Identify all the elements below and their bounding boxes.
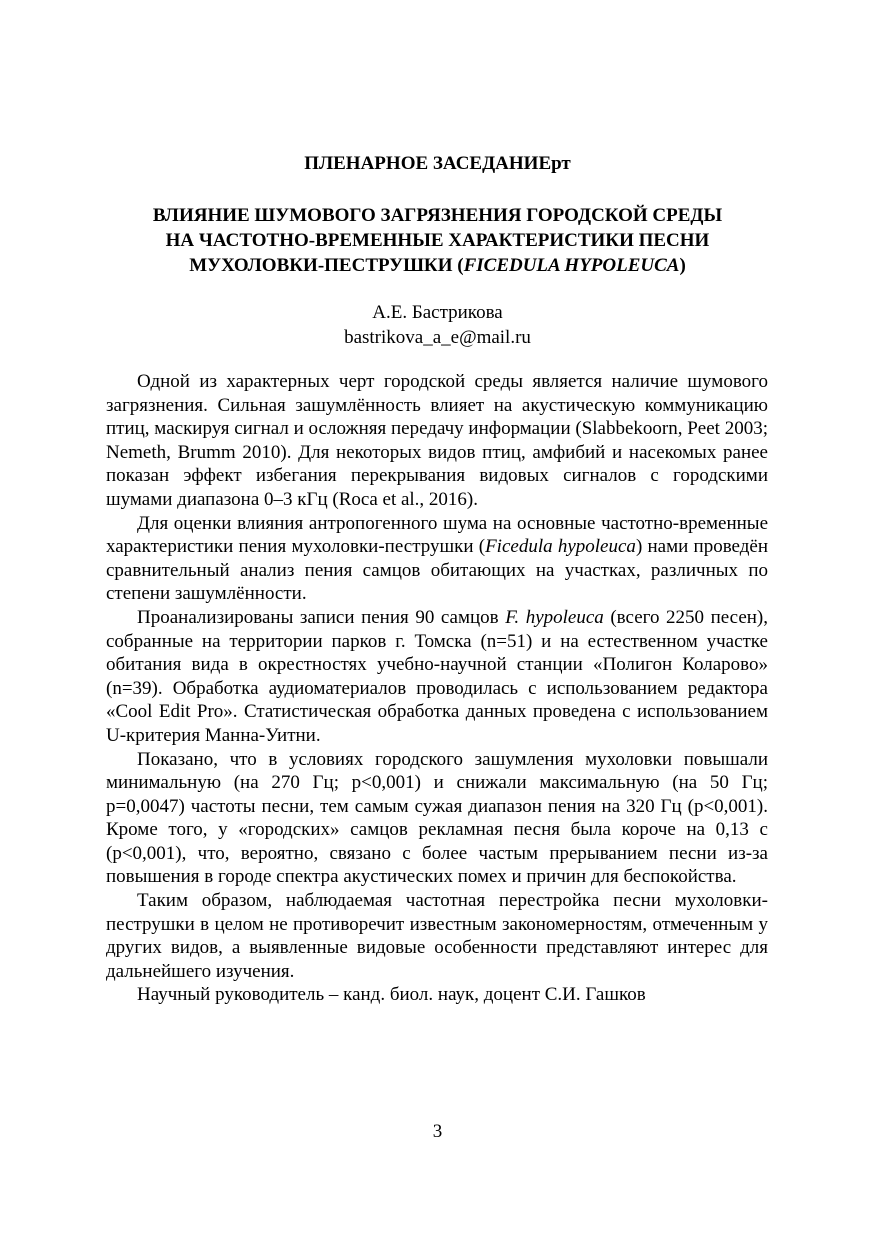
title-line-3-pre: МУХОЛОВКИ-ПЕСТРУШКИ ( bbox=[189, 255, 464, 276]
paragraph-3 bbox=[106, 606, 768, 748]
paragraph-2-part-a: Для оценки влияния антропогенного шума на основные частотно-временные характеристики пения мухоловки-пеструшки ( bbox=[106, 512, 768, 558]
paragraph-2-latin-name: Ficedula hypoleuca bbox=[485, 536, 636, 558]
paragraph-6-supervisor: Научный руководитель – канд. биол. наук, доцент С.И. Гашков bbox=[137, 984, 646, 1006]
session-heading: ПЛЕНАРНОЕ ЗАСЕДАНИЕрт bbox=[304, 153, 571, 174]
paragraph-4: Показано, что в условиях городского зашумления мухоловки повышали минимальную (на 270 Гц; p<0,001) и снижали максимальную (на 50 Гц; p=0,0047) частоты песни, тем самым сужая диапазон пения на 320 Гц (p<0,001). Кроме того, у «городских» самцов рекламная песня была короче на 0,13 с (p<0,001), что, вероятно, связано с более частым прерыванием песни из-за повышения в городе спектра акустических помех и причин для беспокойства. bbox=[106, 748, 768, 888]
author-block bbox=[0, 300, 875, 350]
title-line-3-post: ) bbox=[679, 255, 686, 276]
author-name: А.Е. Бастрикова bbox=[372, 302, 503, 323]
paragraph-2 bbox=[106, 512, 768, 606]
paragraph-2-part-b: ) нами проведён сравнительный анализ пения самцов обитающих на участках, различных по степени зашумлённости. bbox=[106, 536, 769, 605]
title-line-3 bbox=[100, 253, 775, 278]
title-line-1: ВЛИЯНИЕ ШУМОВОГО ЗАГРЯЗНЕНИЯ ГОРОДСКОЙ СРЕДЫ bbox=[152, 205, 723, 226]
article-title bbox=[100, 203, 775, 278]
title-line-2: НА ЧАСТОТНО-ВРЕМЕННЫЕ ХАРАКТЕРИСТИКИ ПЕСНИ bbox=[165, 230, 710, 251]
paragraph-3-part-b: (всего 2250 песен), собранные на территории парков г. Томска (n=51) и на естественном участке обитания вида в окрестностях учебно-научной станции «Полигон Коларово» (n=39). Обработка аудиоматериалов проводилась с использованием редактора «Cool Edit Pro». Статистическая обработка данных проведена с использованием U-критерия Манна-Уитни. bbox=[106, 606, 768, 746]
paragraph-3-latin-name: F. hypoleuca bbox=[505, 606, 604, 628]
title-latin-name: FICEDULA HYPOLEUCA bbox=[463, 255, 680, 276]
paragraph-1: Одной из характерных черт городской среды является наличие шумового загрязнения. Сильная зашумлённость влияет на акустическую коммуникацию птиц, маскируя сигнал и осложняя передачу информации (Slabbekoorn, Peet 2003; Nemeth, Brumm 2010). Для некоторых видов птиц, амфибий и насекомых ранее показан эффект избегания перекрывания видовых сигналов с городскими шумами диапазона 0–3 кГц (Roca et al., 2016). bbox=[106, 371, 768, 510]
paragraph-5: Таким образом, наблюдаемая частотная перестройка песни мухоловки-пеструшки в целом не противоречит известным закономерностям, отмеченным у других видов, а выявленные видовые особенности представляют интерес для дальнейшего изучения. bbox=[106, 890, 768, 982]
paragraph-3-part-a: Проанализированы записи пения 90 самцов bbox=[137, 606, 506, 628]
author-email: bastrikova_a_e@mail.ru bbox=[344, 327, 531, 348]
article-body bbox=[106, 370, 768, 1007]
page-number: 3 bbox=[432, 1121, 443, 1142]
